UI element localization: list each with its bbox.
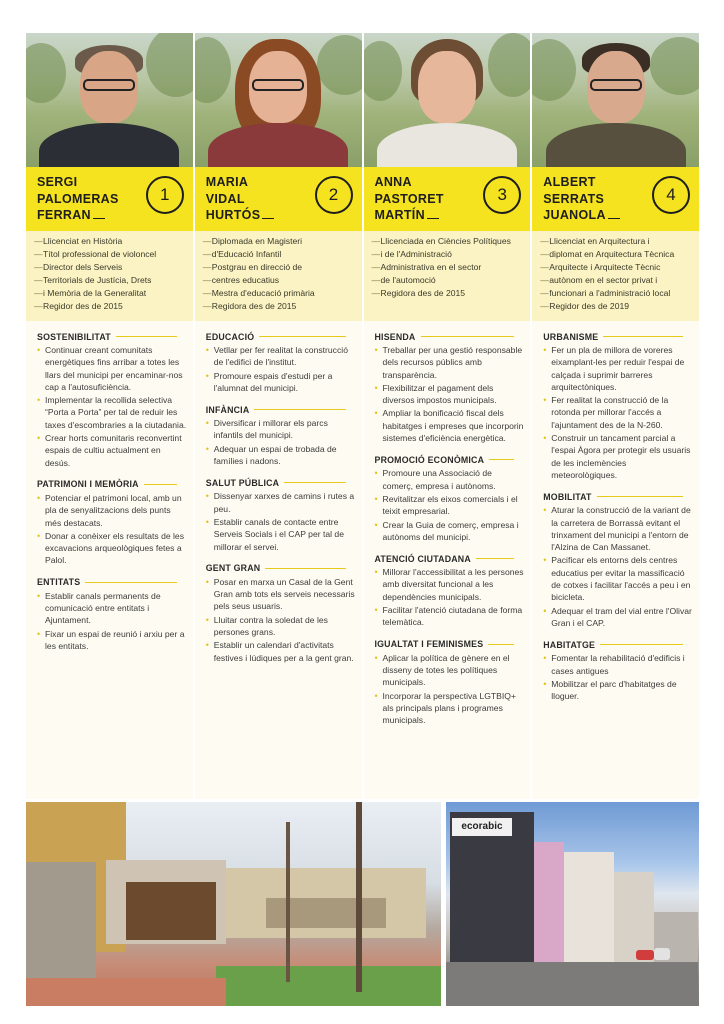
candidate-photo-2: [195, 33, 362, 167]
list-item: • Aplicar la política de gènere en el disseny de totes les polítiques municipals.: [375, 652, 525, 689]
section-gent-gran: [206, 562, 356, 664]
section-title: SALUT PÚBLICA: [205, 477, 280, 488]
surname-2: HURTÓS: [206, 207, 362, 224]
surname-1: PASTORET: [374, 191, 444, 206]
bio-item: — diplomat en Arquitectura Tècnica: [541, 248, 693, 261]
bio-item: — Arquitecte i Arquitecte Tècnic: [541, 261, 693, 274]
section-educacio: [206, 330, 356, 394]
surname-2: MARTÍN: [375, 207, 531, 224]
surname-1: VIDAL: [205, 191, 245, 206]
section-title: INFÀNCIA: [205, 404, 250, 415]
list-item: • Mobilitzar el parc d'habitatges de lloguer.: [543, 678, 693, 703]
candidate-photo-4: [532, 33, 699, 167]
candidate-number-badge: 4: [652, 176, 690, 214]
candidate-photos-row: [26, 33, 699, 167]
list-item: • Promoure espais d'estudi per a l'alumnat del municipi.: [206, 370, 356, 395]
list-item: • Continuar creant comunitats energètiques fins arribar a totes les llars del municipi per encaminar-nos cap a l'autosuficiència.: [37, 344, 187, 393]
bio-item: — d'Educació Infantil: [204, 248, 356, 261]
program-column-3: [364, 321, 531, 799]
first-name: SERGI: [37, 175, 78, 189]
list-item: • Implementar la recollida selectiva “Porta a Porta” per tal de reduir les taxes d'escombraries a la ciutadania.: [37, 394, 187, 431]
list-item: • Potenciar el patrimoni local, amb un pla de senyalitzacions dels punts més destacats.: [37, 492, 187, 529]
section-mobilitat: [543, 490, 693, 629]
candidate-number-badge: 2: [315, 176, 353, 214]
bio-item: — Llicenciat en Història: [35, 235, 187, 248]
candidate-names-row: [26, 167, 699, 231]
first-name: ANNA: [374, 175, 412, 189]
list-item: • Adequar un espai de trobada de famílies i nadons.: [206, 443, 356, 468]
first-name: MARIA: [205, 175, 249, 189]
section-promocio-economica: [375, 453, 525, 543]
bio-item: — Llicenciat en Arquitectura i: [541, 235, 693, 248]
list-item: • Establir canals de contacte entre Serveis Socials i el CAP per tal de millorar el servei.: [206, 516, 356, 553]
section-title: HISENDA: [374, 331, 416, 342]
bio-item: — funcionari a l'administració local: [541, 287, 693, 300]
list-item: • Donar a conèixer els resultats de les excavacions arqueològiques fetes a Palol.: [37, 530, 187, 567]
section-title: URBANISME: [543, 331, 599, 342]
bio-item: — Regidora des de 2015: [204, 300, 356, 313]
section-sostenibilitat: [37, 330, 187, 469]
candidate-bios-row: [26, 231, 699, 321]
section-title: ENTITATS: [37, 577, 81, 588]
bio-item: — Postgrau en direcció de: [204, 261, 356, 274]
candidate-bio-1: [26, 231, 193, 321]
surname-1: SERRATS: [543, 191, 605, 206]
list-item: • Construir un tancament parcial a l'espai Àgora per protegir els usuaris de les inclemències meteorològiques.: [543, 432, 693, 481]
candidate-bio-3: [364, 231, 531, 321]
list-item: • Flexibilitzar el pagament dels diversos impostos municipals.: [375, 382, 525, 407]
list-item: • Establir canals permanents de comunicació entre entitats i Ajuntament.: [37, 590, 187, 627]
bio-item: — Territorials de Justícia, Drets: [35, 274, 187, 287]
list-item: • Fixar un espai de reunió i arxiu per a les entitats.: [37, 628, 187, 653]
list-item: • Incorporar la perspectiva LGTBIQ+ als principals plans i programes municipals.: [375, 690, 525, 727]
list-item: • Fomentar la rehabilitació d'edificis i cases antigues: [543, 652, 693, 677]
section-habitatge: [543, 638, 693, 702]
section-entitats: [37, 576, 187, 652]
list-item: • Lluitar contra la soledat de les persones grans.: [206, 614, 356, 639]
list-item: • Fer realitat la construcció de la rotonda per millorar l'accés a l'ajuntament des de la N-260.: [543, 394, 693, 431]
list-item: • Facilitar l'atenció ciutadana de forma telemàtica.: [375, 604, 525, 629]
section-title: PATRIMONI I MEMÒRIA: [37, 479, 139, 490]
section-title: MOBILITAT: [543, 491, 592, 502]
store-sign: ecorabic: [452, 818, 512, 836]
first-name: ALBERT: [543, 175, 596, 189]
bio-item: — i Memòria de la Generalitat: [35, 287, 187, 300]
list-item: • Diversificar i millorar els parcs infantils del municipi.: [206, 417, 356, 442]
bio-item: — Administrativa en el sector: [373, 261, 525, 274]
list-item: • Fer un pla de millora de voreres eixamplant-les per reduir l'espai de calçada i suprimir barreres arquitectòniques.: [543, 344, 693, 393]
list-item: • Aturar la construcció de la variant de la carretera de Borrassà evitant el trinxament del municipi a l'entorn de l'Alzina de Can Massanet.: [543, 504, 693, 553]
program-column-4: [532, 321, 699, 799]
bio-item: — Regidora des de 2015: [373, 287, 525, 300]
list-item: • Pacificar els entorns dels centres educatius per evitar la massificació de cotxes i facilitar l'accés a peu i en bicicleta.: [543, 554, 693, 603]
candidate-number-badge: 1: [146, 176, 184, 214]
bio-item: — de l'automoció: [373, 274, 525, 287]
surname-2: JUANOLA: [543, 207, 699, 224]
street-photo: [446, 802, 699, 1006]
candidate-name-2: [195, 167, 362, 231]
section-salut-publica: [206, 476, 356, 552]
candidate-bio-4: [532, 231, 699, 321]
candidate-photo-1: [26, 33, 193, 167]
candidate-name-4: [532, 167, 699, 231]
bio-item: — Regidor des de 2019: [541, 300, 693, 313]
section-title: PROMOCIÓ ECONÒMICA: [374, 454, 485, 465]
candidate-number-badge: 3: [483, 176, 521, 214]
surname-1: PALOMERAS: [37, 191, 119, 206]
list-item: • Posar en marxa un Casal de la Gent Gran amb tots els serveis necessaris pels seus usuaris.: [206, 576, 356, 613]
program-columns: [26, 321, 699, 799]
list-item: • Dissenyar xarxes de camins i rutes a peu.: [206, 490, 356, 515]
list-item: • Revitalitzar els eixos comercials i el teixit empresarial.: [375, 493, 525, 518]
section-igualtat: [375, 638, 525, 727]
bottom-photos-row: [26, 802, 699, 1006]
bio-item: — Diplomada en Magisteri: [204, 235, 356, 248]
square-photo: [26, 802, 441, 1006]
bio-item: — Regidor des de 2015: [35, 300, 187, 313]
section-title: EDUCACIÓ: [205, 331, 255, 342]
section-title: ATENCIÓ CIUTADANA: [374, 553, 471, 564]
bio-item: — Títol professional de violoncel: [35, 248, 187, 261]
section-urbanisme: [543, 330, 693, 481]
list-item: • Vetllar per fer realitat la construcció de l'edifici de l'institut.: [206, 344, 356, 369]
bio-item: — centres educatius: [204, 274, 356, 287]
section-title: HABITATGE: [543, 639, 596, 650]
list-item: • Crear la Guia de comerç, empresa i autònoms del municipi.: [375, 519, 525, 544]
candidate-name-1: [26, 167, 193, 231]
section-title: IGUALTAT I FEMINISMES: [374, 639, 484, 650]
candidate-photo-3: [364, 33, 531, 167]
section-atencio-ciutadana: [375, 552, 525, 628]
section-title: GENT GRAN: [205, 563, 261, 574]
surname-2: FERRAN: [37, 207, 193, 224]
bio-item: — i de l'Administració: [373, 248, 525, 261]
candidate-name-3: [364, 167, 531, 231]
list-item: • Promoure una Associació de comerç, empresa i autònoms.: [375, 467, 525, 492]
list-item: • Crear horts comunitaris reconvertint espais de cultiu actualment en desús.: [37, 432, 187, 469]
list-item: • Establir un calendari d'activitats festives i lúdiques per a la gent gran.: [206, 639, 356, 664]
list-item: • Millorar l'accessibilitat a les persones amb diversitat funcional a les dependències municipals.: [375, 566, 525, 603]
section-title: SOSTENIBILITAT: [37, 331, 111, 342]
list-item: • Treballar per una gestió responsable dels recursos públics amb transparència.: [375, 344, 525, 381]
list-item: • Adequar el tram del vial entre l'Olivar Gran i el CAP.: [543, 605, 693, 630]
list-item: • Ampliar la bonificació fiscal dels habitatges i empreses que incorporin sistemes d'eficiència energètica.: [375, 407, 525, 444]
candidate-bio-2: [195, 231, 362, 321]
bio-item: — autònom en el sector privat i: [541, 274, 693, 287]
bio-item: — Llicenciada en Ciències Polítiques: [373, 235, 525, 248]
bio-item: — Director dels Serveis: [35, 261, 187, 274]
section-infancia: [206, 403, 356, 467]
program-column-2: [195, 321, 362, 799]
bio-item: — Mestra d'educació primària: [204, 287, 356, 300]
section-patrimoni: [37, 478, 187, 567]
section-hisenda: [375, 330, 525, 444]
program-column-1: [26, 321, 193, 799]
